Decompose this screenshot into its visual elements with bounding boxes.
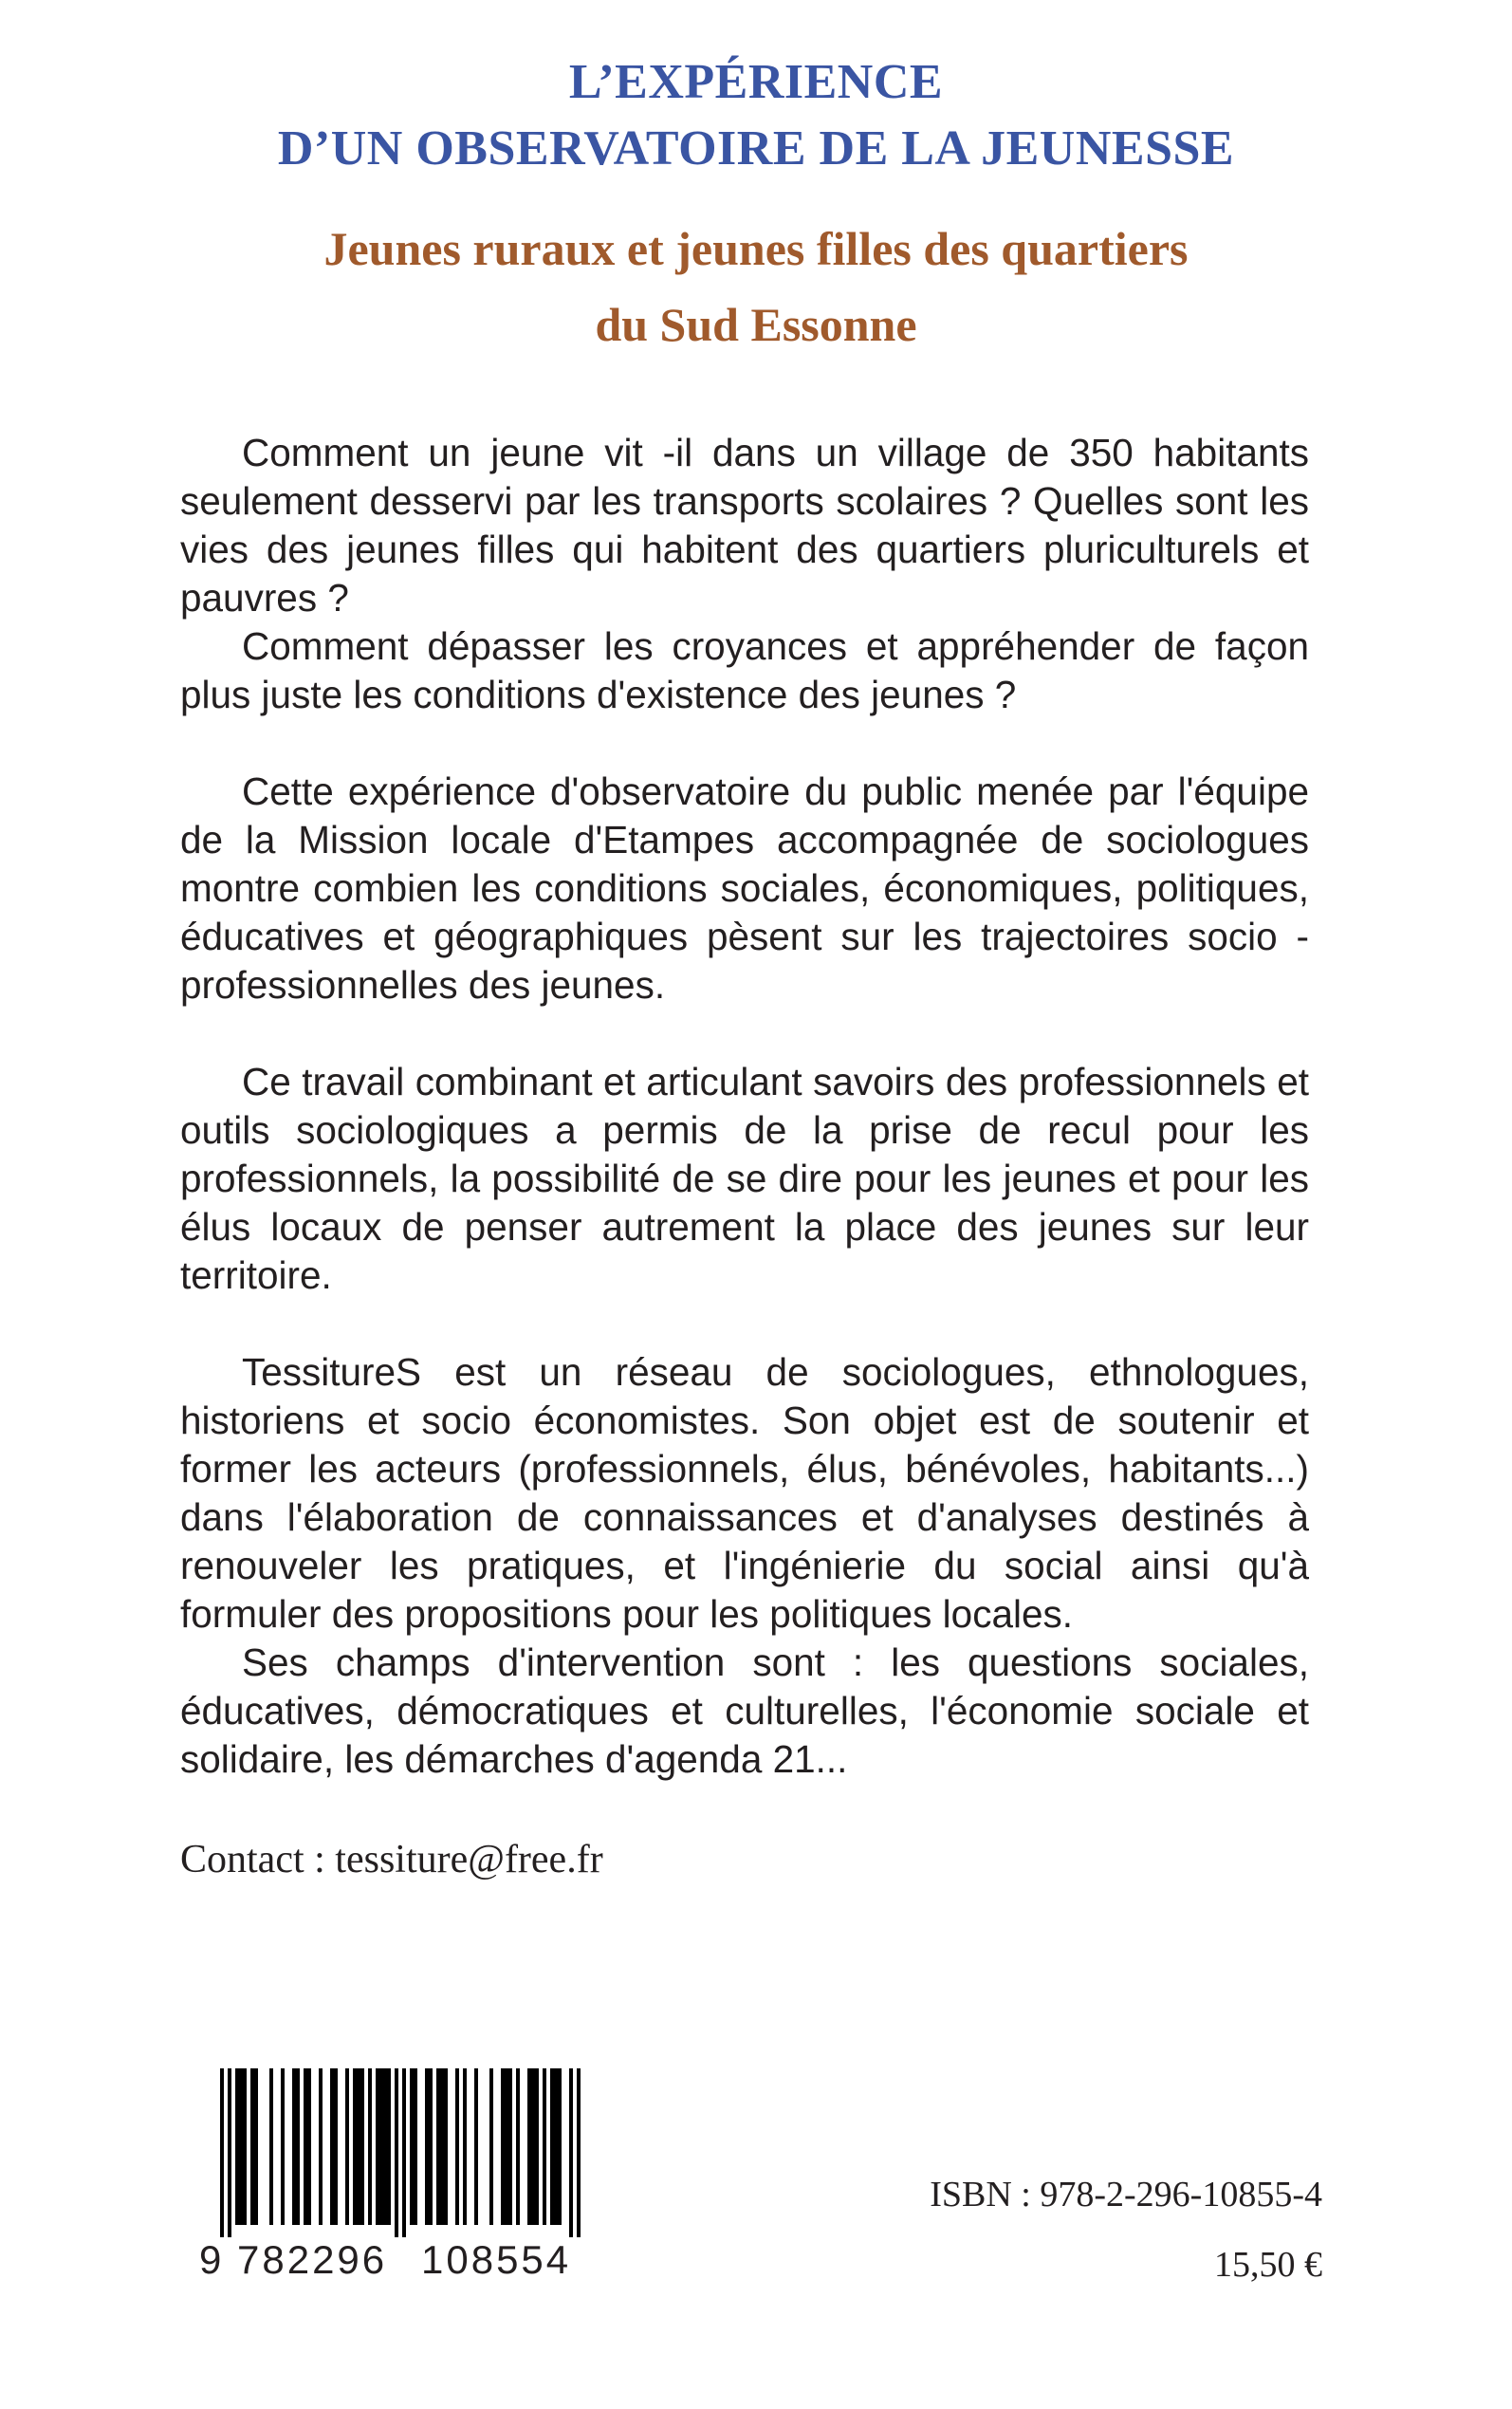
barcode-bar [357,2068,360,2225]
paragraph-fields: Ses champs d'intervention sont : les questions sociales, éducatives, démocratiques et culturelles, l'économie sociale et solidaire, les démarches d'agenda 21... [180,1640,1309,1781]
barcode-bar [463,2068,467,2225]
barcode-bar [440,2068,444,2225]
barcode-bar [235,2068,239,2225]
barcode-bar [508,2068,512,2225]
barcode-bar [550,2068,554,2225]
barcode-bar [516,2068,520,2225]
isbn-label: ISBN : 978-2-296-10855-4 [930,2175,1322,2214]
barcode-bar [243,2068,247,2225]
barcode-bar [543,2068,546,2225]
contact-line: Contact : tessiture@free.fr [180,1838,603,1881]
barcode-bar [269,2068,273,2225]
barcode-right-group: 108554 [421,2237,572,2282]
paragraph-tessitures: TessitureS est un réseau de sociologues, ethnologues, historiens et socio économistes. Son objet est de soutenir et former les acteurs (professionnels, élus, bénévoles, habitants...) dans l'élaboration de connaissances et d'analyses destinés à renouveler les pratiques, et l'ingénierie du social ainsi qu'à formuler des propositions pour les politiques locales. [180,1350,1309,1636]
price-label: 15,50 € [1214,2245,1322,2285]
barcode-bar [334,2068,338,2225]
barcode [199,2068,598,2239]
title-line-1: L’EXPÉRIENCE [568,55,944,109]
barcode-bar [250,2068,254,2225]
barcode-bar [254,2068,258,2225]
barcode-first-digit: 9 [199,2237,222,2282]
subtitle-line-2: du Sud Essonne [595,298,917,351]
barcode-bar [281,2068,285,2225]
barcode-guard-bar [220,2068,224,2237]
barcode-guard-bar [228,2068,231,2237]
barcode-bar [383,2068,387,2225]
barcode-bars [199,2068,598,2237]
barcode-bar [353,2068,357,2225]
barcode-bar [429,2068,433,2225]
barcode-bar [296,2068,300,2225]
barcode-bar [379,2068,383,2225]
barcode-guard-bar [577,2068,581,2237]
barcode-bar [410,2068,414,2225]
barcode-bar [307,2068,311,2225]
barcode-bar [535,2068,539,2225]
back-cover-blurb [180,429,1309,1784]
barcode-bar [527,2068,531,2225]
barcode-bar [436,2068,440,2225]
barcode-bar [489,2068,493,2225]
barcode-guard-bar [395,2068,398,2237]
paragraph-question-beliefs: Comment dépasser les croyances et appréhender de façon plus juste les conditions d'existence des jeunes ? [180,624,1309,716]
barcode-bar [319,2068,323,2225]
barcode-bar [444,2068,448,2225]
barcode-bar [531,2068,535,2225]
title-line-2: D’UN OBSERVATOIRE DE LA JEUNESSE [277,121,1235,176]
barcode-bar [505,2068,508,2225]
paragraph-work: Ce travail combinant et articulant savoirs des professionnels et outils sociologiques a permis de la prise de recul pour les professionnels, la possibilité de se dire pour les jeunes et pour les élus locaux de penser autrement la place des jeunes sur leur territoire. [180,1060,1309,1297]
barcode-bar [330,2068,334,2225]
paragraph-experience: Cette expérience d'observatoire du public menée par l'équipe de la Mission locale d'Etampes accompagnée de sociologues montre combien les conditions sociales, économiques, politiques, éducatives et géographiques pèsent sur les trajectoires socio - professionnelles des jeunes. [180,769,1309,1007]
barcode-bar [368,2068,372,2225]
barcode-left-group: 782296 [237,2237,388,2282]
barcode-bar [387,2068,391,2225]
barcode-bar [376,2068,379,2225]
barcode-bar [474,2068,478,2225]
barcode-bar [345,2068,349,2225]
barcode-bar [304,2068,307,2225]
barcode-bar [239,2068,243,2225]
subtitle-line-1: Jeunes ruraux et jeunes filles des quartiers [323,222,1189,275]
barcode-bar [360,2068,364,2225]
book-title [0,49,1512,182]
barcode-guard-bar [402,2068,406,2237]
barcode-bar [414,2068,417,2225]
barcode-bar [558,2068,562,2225]
book-subtitle [0,211,1512,362]
barcode-bar [501,2068,505,2225]
barcode-bar [292,2068,296,2225]
barcode-bar [455,2068,459,2225]
barcode-bar [554,2068,558,2225]
barcode-number [199,2237,598,2283]
paragraph-questions: Comment un jeune vit -il dans un village de 350 habitants seulement desservi par les transports scolaires ? Quelles sont les vies des jeunes filles qui habitent des quartiers pluriculturels et pauvres ? [180,431,1309,620]
barcode-guard-bar [569,2068,573,2237]
barcode-bar [425,2068,429,2225]
